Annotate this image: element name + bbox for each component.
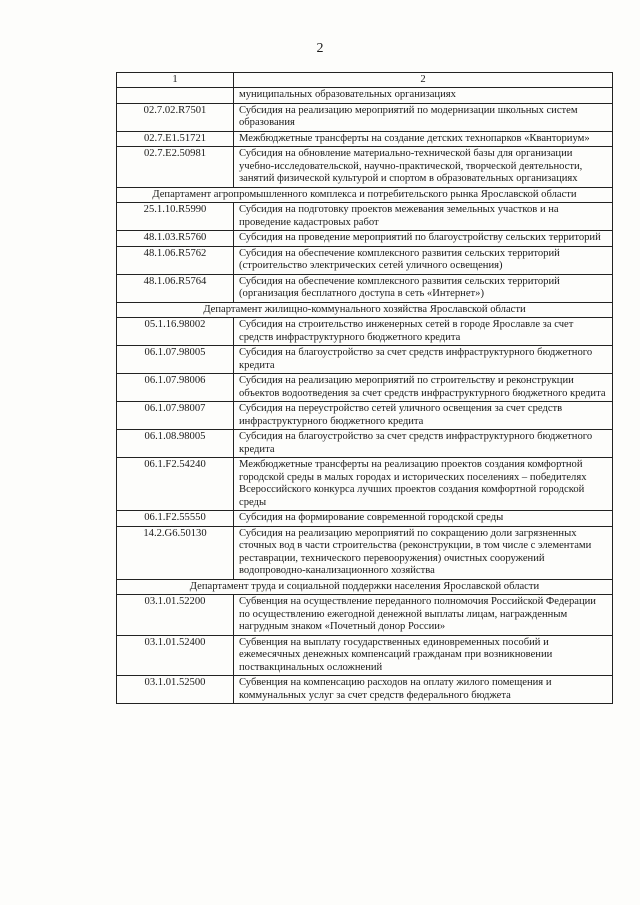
table-row [117,203,613,231]
table-row [117,635,613,676]
table-row [117,131,613,147]
budget-code: 06.1.07.98006 [117,374,234,402]
table-row [117,595,613,636]
table-row [117,103,613,131]
subsidy-description: Субсидия на обновление материально-технической базы для организации учебно-исследовательской, научно-практической, творческой деятельности, занятий физической культурой и спортом в образовательных организациях [234,147,613,188]
subsidy-description: Субсидия на переустройство сетей уличного освещения за счет средств инфраструктурного бюджетного кредита [234,402,613,430]
subsidy-description: Межбюджетные трансферты на создание детских технопарков «Кванториум» [234,131,613,147]
table-row [117,402,613,430]
page-number: 2 [316,41,324,56]
section-title: Департамент жилищно-коммунального хозяйства Ярославской области [117,302,613,318]
table-row [117,526,613,579]
budget-code: 48.1.06.R5762 [117,246,234,274]
subsidy-description: Субсидия на обеспечение комплексного развития сельских территорий (организация бесплатного доступа в сеть «Интернет») [234,274,613,302]
subsidy-description: Субсидия на проведение мероприятий по благоустройству сельских территорий [234,231,613,247]
table-row [117,88,613,104]
table-row [117,274,613,302]
table-row [117,458,613,511]
budget-code: 48.1.06.R5764 [117,274,234,302]
budget-code: 14.2.G6.50130 [117,526,234,579]
subsidy-description: Субсидия на благоустройство за счет средств инфраструктурного бюджетного кредита [234,346,613,374]
budget-code: 06.1.07.98007 [117,402,234,430]
section-heading-row [117,187,613,203]
table-row [117,246,613,274]
subsidy-description: муниципальных образовательных организациях [234,88,613,104]
section-heading-row [117,579,613,595]
subsidy-description: Субвенция на компенсацию расходов на оплату жилого помещения и коммунальных услуг за счет средств федерального бюджета [234,676,613,704]
table-row [117,318,613,346]
table-row [117,147,613,188]
budget-code: 02.7.02.R7501 [117,103,234,131]
column-header-description: 2 [234,73,613,88]
subsidy-description: Межбюджетные трансферты на реализацию проектов создания комфортной городской среды в малых городах и исторических поселениях – победителях Всероссийского конкурса лучших проектов создания комфортной городской среды [234,458,613,511]
subsidy-description: Субсидия на подготовку проектов межевания земельных участков и на проведение кадастровых работ [234,203,613,231]
budget-code: 02.7.E1.51721 [117,131,234,147]
table-header-row [117,73,613,88]
subsidy-description: Субсидия на формирование современной городской среды [234,511,613,527]
subsidy-description: Субвенция на выплату государственных единовременных пособий и ежемесячных денежных компенсаций гражданам при возникновении поствакцинальных осложнений [234,635,613,676]
budget-code [117,88,234,104]
budget-code: 03.1.01.52200 [117,595,234,636]
budget-code: 03.1.01.52500 [117,676,234,704]
budget-code: 03.1.01.52400 [117,635,234,676]
table-row [117,231,613,247]
section-title: Департамент агропромышленного комплекса и потребительского рынка Ярославской области [117,187,613,203]
table-row [117,511,613,527]
budget-code: 05.1.16.98002 [117,318,234,346]
subsidy-description: Субсидия на строительство инженерных сетей в городе Ярославле за счет средств инфраструктурного бюджетного кредита [234,318,613,346]
table-row [117,374,613,402]
section-heading-row [117,302,613,318]
budget-code: 06.1.F2.54240 [117,458,234,511]
subsidy-description: Субсидия на реализацию мероприятий по строительству и реконструкции объектов водоотведения за счет средств инфраструктурного бюджетного кредита [234,374,613,402]
table-row [117,346,613,374]
subsidy-description: Субсидия на реализацию мероприятий по сокращению доли загрязненных сточных вод в части строительства (реконструкции, в том числе с элементами реставрации, технического перевооружения) очистных сооружений водопроводно-канализационного хозяйства [234,526,613,579]
subsidy-description: Субсидия на обеспечение комплексного развития сельских территорий (строительство электрических сетей уличного освещения) [234,246,613,274]
subsidy-description: Субвенция на осуществление переданного полномочия Российской Федерации по осуществлению ежегодной денежной выплаты лицам, награжденным нагрудным знаком «Почетный донор России» [234,595,613,636]
subsidy-description: Субсидия на благоустройство за счет средств инфраструктурного бюджетного кредита [234,430,613,458]
budget-code: 02.7.E2.50981 [117,147,234,188]
table-row [117,676,613,704]
table-row [117,430,613,458]
table-body [117,73,613,704]
budget-code: 06.1.08.98005 [117,430,234,458]
column-header-code: 1 [117,73,234,88]
budget-code: 25.1.10.R5990 [117,203,234,231]
budget-code: 48.1.03.R5760 [117,231,234,247]
subsidy-description: Субсидия на реализацию мероприятий по модернизации школьных систем образования [234,103,613,131]
budget-code: 06.1.F2.55550 [117,511,234,527]
budget-code: 06.1.07.98005 [117,346,234,374]
budget-codes-table [116,72,613,704]
section-title: Департамент труда и социальной поддержки населения Ярославской области [117,579,613,595]
